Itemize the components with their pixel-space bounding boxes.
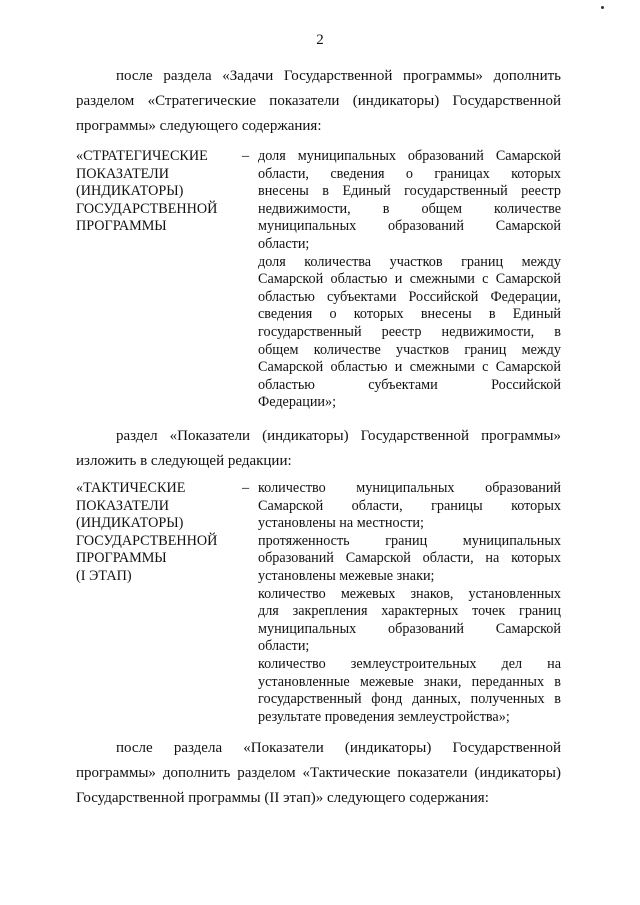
heading-line: «СТРАТЕГИЧЕСКИЕ [76, 148, 208, 164]
intro-paragraph-strategic [76, 64, 561, 139]
body-line: сведения о которых внесены в Единый [258, 306, 561, 323]
body-line: недвижимости, в общем количестве [258, 200, 561, 217]
body-line: области; [258, 235, 310, 252]
dash-separator: – [242, 148, 250, 164]
body-line: доля количества участков границ между [258, 253, 561, 270]
heading-line: ГОСУДАРСТВЕННОЙ [76, 200, 218, 217]
strategic-body [258, 148, 561, 412]
body-line: образований Самарской области, на которых [258, 550, 561, 567]
dash-separator: – [242, 480, 250, 496]
heading-line: «ТАКТИЧЕСКИЕ [76, 480, 186, 496]
heading-line: (I ЭТАП) [76, 567, 132, 584]
heading-line: (ИНДИКАТОРЫ) [76, 183, 184, 200]
heading-line: ПОКАЗАТЕЛИ [76, 497, 169, 514]
body-line: доля муниципальных образований Самарской [258, 148, 561, 164]
body-line: количество муниципальных образований [258, 480, 561, 496]
body-line: муниципальных образований Самарской [258, 620, 561, 637]
tactical-heading [76, 480, 241, 586]
body-line: установлены межевые знаки; [258, 567, 435, 584]
text-line: Государственной программы (II этап)» следующего содержания: [76, 790, 489, 806]
heading-line: (ИНДИКАТОРЫ) [76, 515, 184, 532]
body-line: области; [258, 638, 310, 655]
body-line: Федерации»; [258, 394, 337, 411]
body-line: результате проведения землеустройства»; [258, 708, 510, 725]
text-line: программы» дополнить разделом «Тактические показатели (индикаторы) [76, 765, 561, 781]
body-line: Самарской области, границы которых [258, 497, 561, 514]
text-line: после раздела «Задачи Государственной программы» дополнить [116, 68, 561, 84]
page-number: 2 [316, 32, 324, 48]
body-line: внесены в Единый государственный реестр [258, 183, 561, 200]
heading-line: ПРОГРАММЫ [76, 550, 167, 567]
tactical-body [258, 480, 561, 726]
heading-line: ПОКАЗАТЕЛИ [76, 165, 169, 182]
text-line: изложить в следующей редакции: [76, 453, 292, 469]
body-line: области, сведения о границах которых [258, 165, 561, 182]
body-line: для закрепления характерных точек границ [258, 603, 561, 620]
body-line: общем количестве участков границ между [258, 341, 561, 358]
body-line: установлены на местности; [258, 515, 424, 532]
body-line: Самарской областью и смежными с Самарской [258, 359, 561, 376]
body-line: протяженность границ муниципальных [258, 532, 561, 549]
body-line: количество землеустроительных дел на [258, 655, 561, 672]
text-line: раздел «Показатели (индикаторы) Государственной программы» [116, 428, 561, 444]
heading-line: ГОСУДАРСТВЕННОЙ [76, 532, 218, 549]
text-line: после раздела «Показатели (индикаторы) Государственной [116, 740, 561, 756]
body-line: количество межевых знаков, установленных [258, 585, 561, 602]
intro-paragraph-tactical-II [76, 736, 561, 811]
body-line: государственный реестр недвижимости, в [258, 323, 561, 340]
text-line: разделом «Стратегические показатели (индикаторы) Государственной [76, 93, 561, 109]
intro-paragraph-indicators [76, 424, 561, 474]
body-line: областью субъектами Российской [258, 376, 561, 393]
strategic-heading [76, 148, 241, 236]
heading-line: ПРОГРАММЫ [76, 218, 167, 235]
body-line: областью субъектами Российской Федерации, [258, 288, 561, 305]
body-line: муниципальных образований Самарской [258, 218, 561, 235]
scan-speck [601, 6, 604, 9]
text-line: программы» следующего содержания: [76, 118, 322, 134]
body-line: установленные межевые знаки, переданных в [258, 673, 561, 690]
body-line: государственный фонд данных, полученных в [258, 691, 561, 708]
body-line: Самарской областью и смежными с Самарской [258, 271, 561, 288]
